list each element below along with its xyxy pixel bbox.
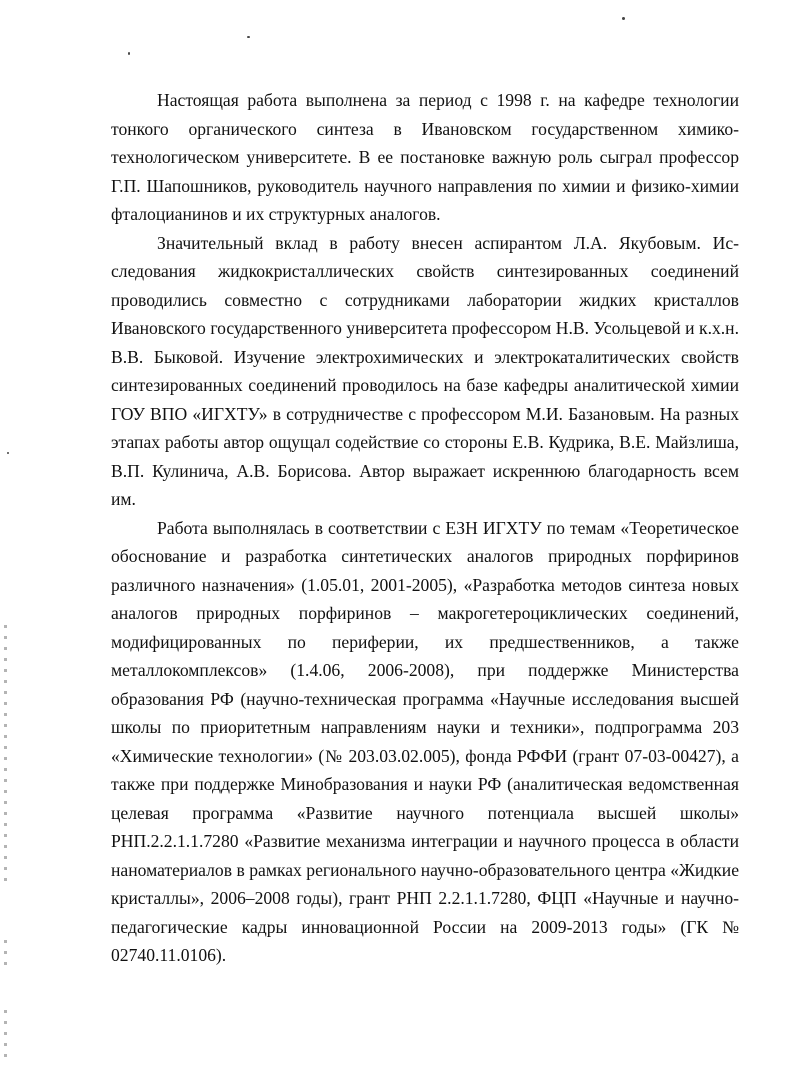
body-text bbox=[111, 86, 739, 970]
scan-speck bbox=[247, 36, 250, 38]
paragraph-contributions: Значительный вклад в работу внесен аспирантом Л.А. Якубовым. Исследования жидкокристаллических свойств синтезированных соединений проводились совместно с сотрудниками лаборатории жидких кристаллов Ивановского государственного университета профессором Н.В. Усольцевой и к.х.н. В.В. Быковой. Изучение электрохимических и электрокаталитических свойств синтезированных соединений проводилось на базе кафедры аналитической химии ГОУ ВПО «ИГХТУ» в сотрудничестве с профессором М.И. Базановым. На разных этапах работы автор ощущал содействие со стороны Е.В. Кудрика, В.Е. Майзлиша, В.П. Кулинича, А.В. Борисова. Автор выражает искреннюю благодарность всем им. bbox=[111, 232, 739, 509]
paragraph-work-period: Настоящая работа выполнена за период с 1998 г. на кафедре технологии тонкого органического синтеза в Ивановском государственном химико-технологическом университете. В ее постановке важную роль сыграл профессор Г.П. Шапошников, руководитель научного направления по химии и физико-химии фталоцианинов и их структурных аналогов. bbox=[111, 90, 739, 224]
paragraph-funding: Работа выполнялась в соответствии с ЕЗН ИГХТУ по темам «Теоретическое обоснование и разработка синтетических аналогов природных порфиринов различного назначения» (1.05.01, 2001-2005), «Разработка методов синтеза новых аналогов природных порфиринов – макрогетероциклических соединений, модифицированных по периферии, их предшественников, а также металлокомплексов» (1.4.06, 2006-2008), при поддержке Министерства образования РФ (научно-техническая программа «Научные исследования высшей школы по приоритетным направлениям науки и техники», подпрограмма 203 «Химические технологии» (№ 203.03.02.005), фонда РФФИ (грант 07-03-00427), а также при поддержке Минобразования и науки РФ (аналитическая ведомственная целевая программа «Развитие научного потенциала высшей школы» РНП.2.2.1.1.7280 «Развитие механизма интеграции и научного процесса в области наноматериалов в рамках регионального научно-образовательного центра «Жидкие кристаллы», 2006–2008 годы), грант РНП 2.2.1.1.7280, ФЦП «Научные и научно-педагогические кадры инновационной России на 2009-2013 годы» (ГК № 02740.11.0106). bbox=[111, 517, 739, 965]
scan-speck bbox=[128, 52, 130, 55]
scan-speck bbox=[622, 17, 625, 20]
scan-edge-marks bbox=[4, 625, 7, 885]
scan-edge-marks bbox=[4, 940, 7, 970]
scan-speck bbox=[7, 452, 9, 454]
scan-edge-marks bbox=[4, 1010, 7, 1065]
